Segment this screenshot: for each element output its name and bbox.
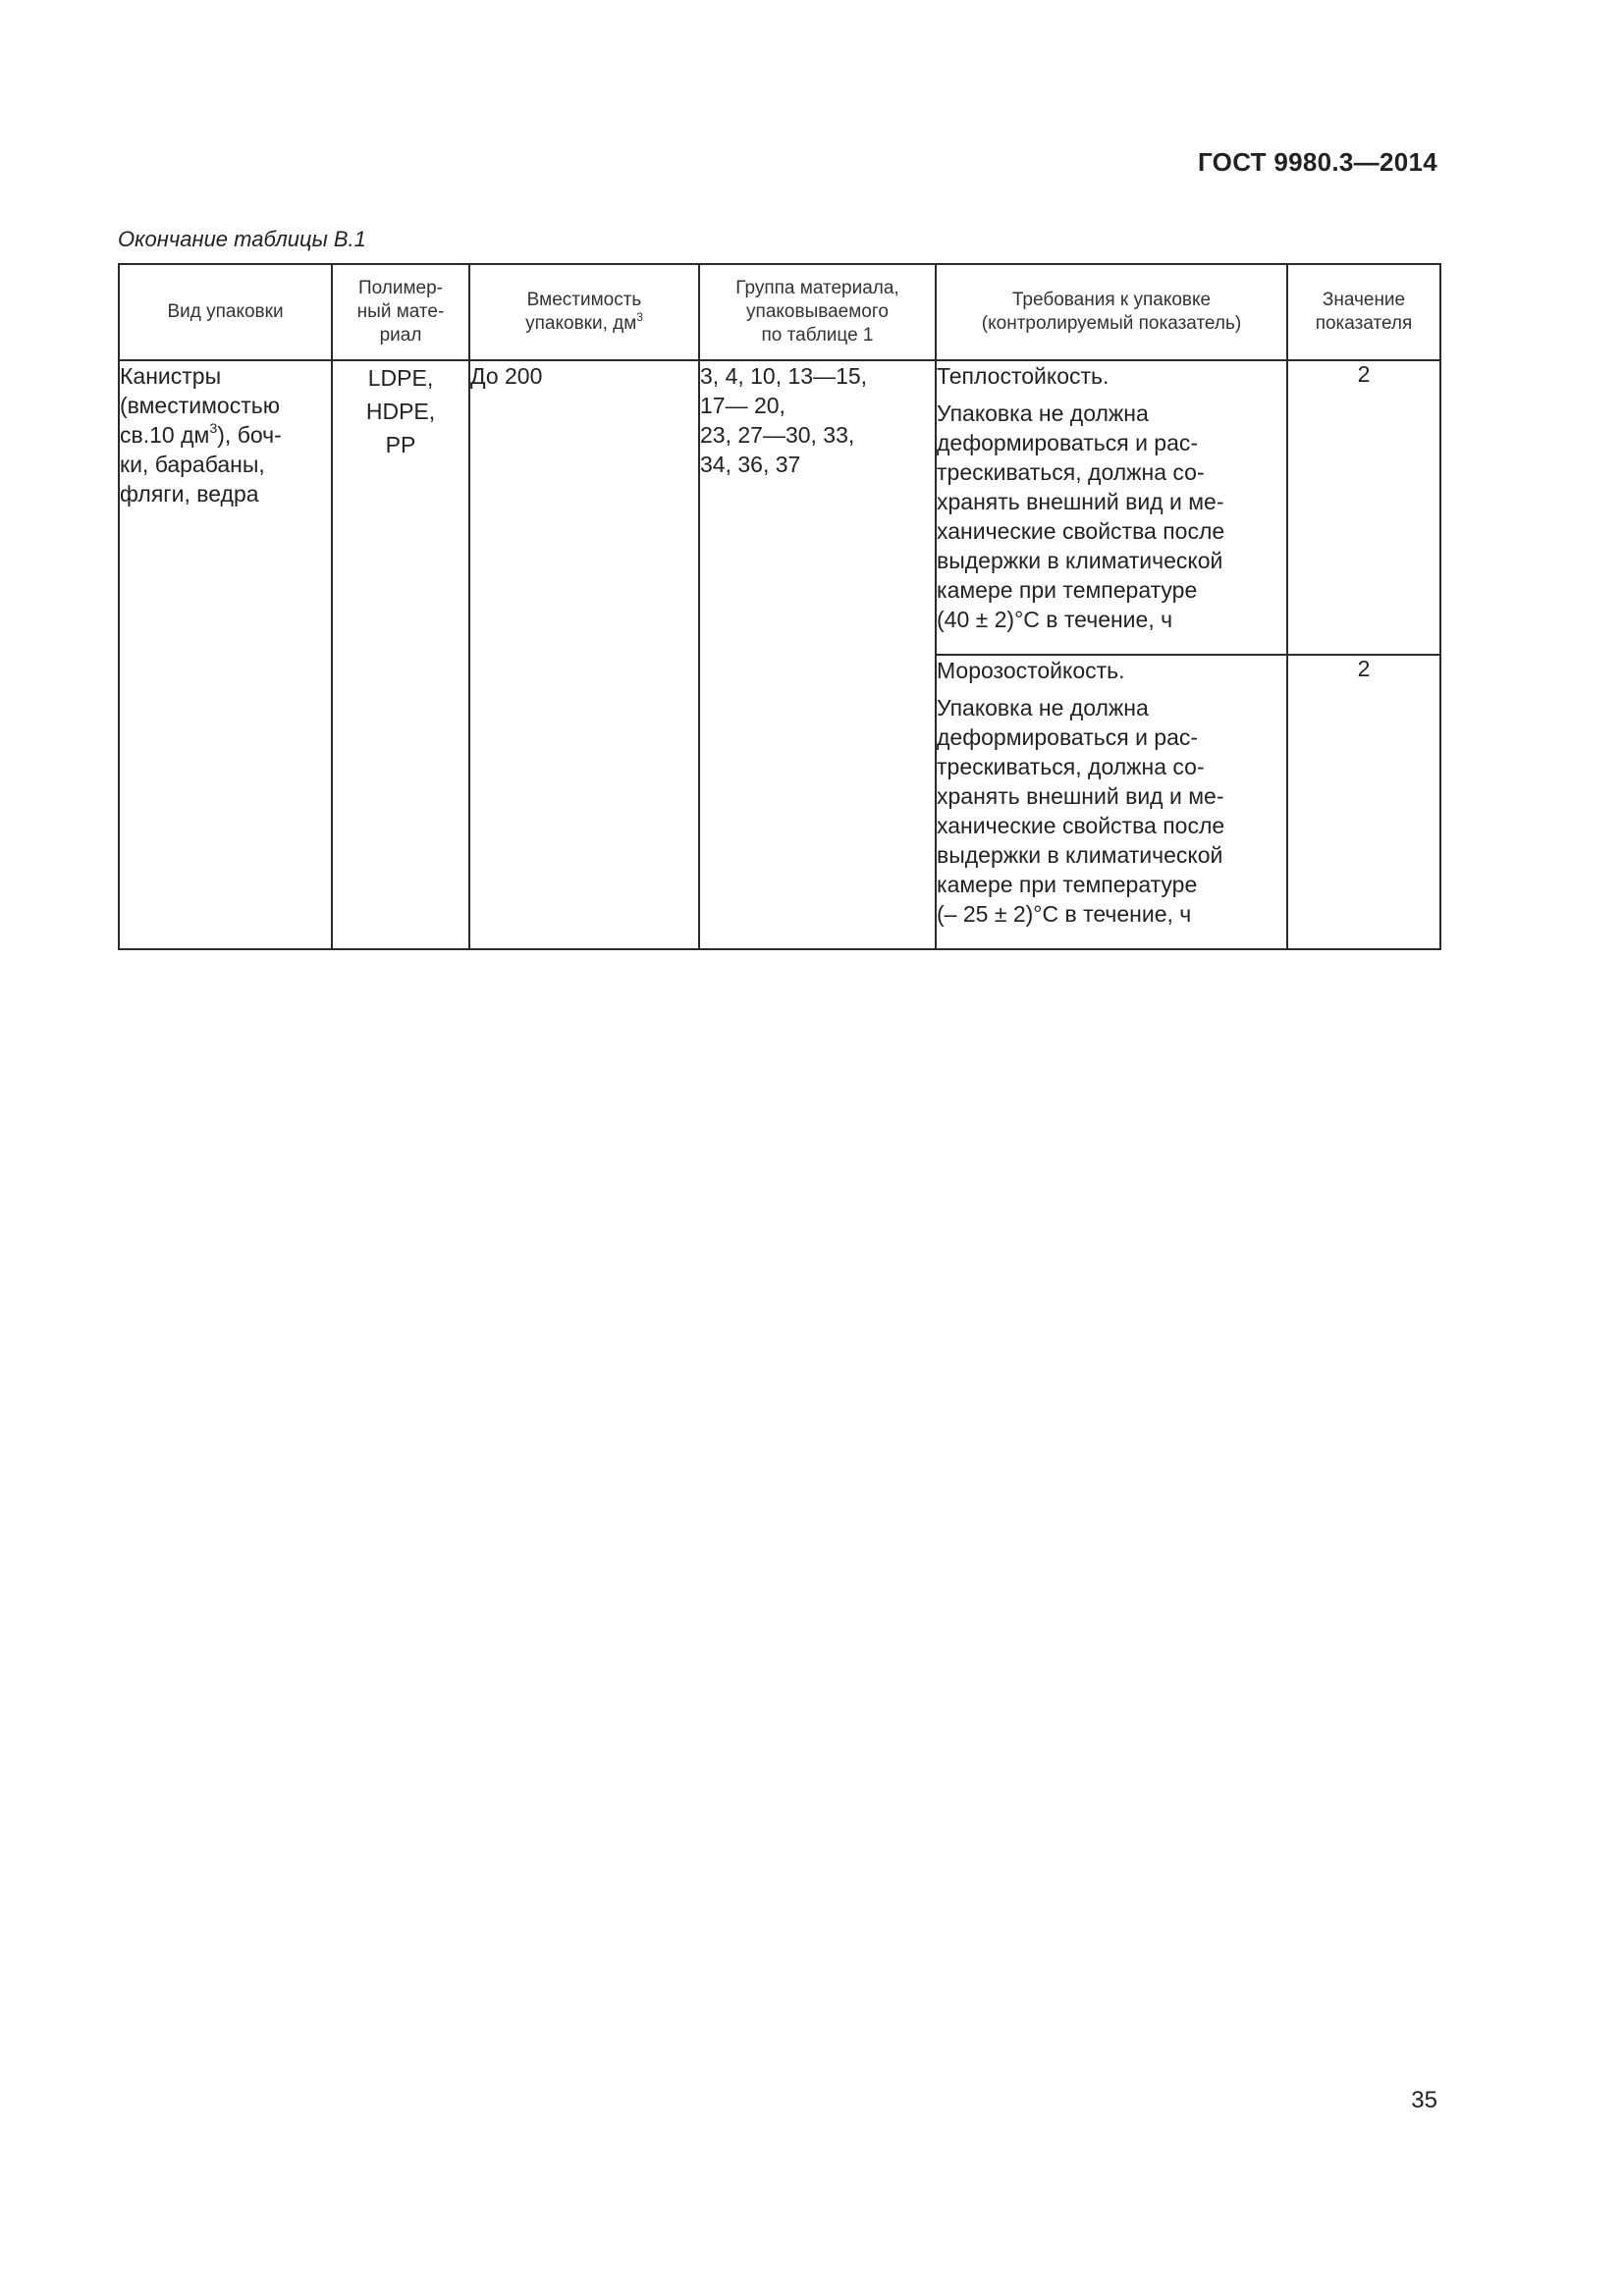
requirement-frost-title: Морозостойкость. <box>937 658 1125 683</box>
header-value-line2: показателя <box>1315 313 1413 334</box>
header-packaging-type <box>119 264 332 360</box>
header-polymer-line3: риал <box>379 325 422 346</box>
header-packaging-type-label: Вид упаковки <box>167 301 284 322</box>
cell-requirement-frost <box>936 655 1287 949</box>
capacity-value: До 200 <box>470 363 543 389</box>
requirement-heat-title: Теплостойкость. <box>937 363 1110 389</box>
header-capacity <box>469 264 699 360</box>
requirement-heat-text: Упаковка не должна деформироваться и рас- трескиваться, должна со- хранять внешний вид и ме- ханические свойства после выдержки в климатической камере при температуре (40 ± 2)°С в течение, ч <box>937 400 1225 632</box>
group-line2: 17— 20, <box>700 393 785 418</box>
table-row <box>119 360 1440 655</box>
header-polymer-line1: Полимер- <box>357 278 444 298</box>
table-header-row <box>119 264 1440 360</box>
packaging-type-line2: (вместимостью <box>120 393 280 418</box>
header-capacity-superscript: 3 <box>636 310 643 324</box>
requirement-frost-text: Упаковка не должна деформироваться и рас- трескиваться, должна со- хранять внешний вид и ме- ханические свойства после выдержки в климатической камере при температуре (– 25 ± 2)°С в течение, ч <box>937 695 1225 927</box>
header-material-group <box>699 264 936 360</box>
cell-material-group <box>699 360 936 949</box>
material-hdpe: HDPE, <box>365 399 436 424</box>
group-line3: 23, 27—30, 33, <box>700 422 855 448</box>
packaging-type-line4: ки, барабаны, <box>120 452 265 477</box>
packaging-type-line5: фляги, ведра <box>120 481 259 507</box>
cell-capacity <box>469 360 699 949</box>
material-ldpe: LDPE, <box>367 365 434 391</box>
header-value-line1: Значение <box>1322 290 1406 310</box>
cell-value-frost <box>1287 655 1440 949</box>
packaging-type-line3a: св.10 дм <box>120 422 210 448</box>
group-line4: 34, 36, 37 <box>700 452 801 477</box>
header-group-line1: Группа материала, <box>735 278 899 298</box>
requirements-table <box>118 263 1441 950</box>
header-value <box>1287 264 1440 360</box>
cell-polymer-material <box>332 360 469 949</box>
page-number: 35 <box>1411 2087 1437 2113</box>
cell-requirement-heat <box>936 360 1287 655</box>
header-group-line2: упаковываемого <box>746 301 889 322</box>
cell-value-heat <box>1287 360 1440 655</box>
header-capacity-line2: упаковки, дм <box>525 313 637 334</box>
header-requirements <box>936 264 1287 360</box>
header-polymer-material <box>332 264 469 360</box>
header-capacity-line1: Вместимость <box>526 290 642 310</box>
material-pp: PP <box>385 432 416 457</box>
header-requirements-line1: Требования к упаковке <box>1011 290 1212 310</box>
value-heat: 2 <box>1357 361 1371 387</box>
document-code: ГОСТ 9980.3—2014 <box>1197 147 1437 177</box>
packaging-type-line3b: ), боч- <box>217 422 282 448</box>
packaging-type-superscript: 3 <box>209 420 218 437</box>
header-polymer-line2: ный мате- <box>356 301 445 322</box>
table-caption: Окончание таблицы В.1 <box>118 227 366 251</box>
value-frost: 2 <box>1357 656 1371 681</box>
group-line1: 3, 4, 10, 13—15, <box>700 363 868 389</box>
header-requirements-line2: (контролируемый показатель) <box>981 313 1242 334</box>
header-group-line3: по таблице 1 <box>761 325 874 346</box>
packaging-type-line1: Канистры <box>120 363 222 389</box>
cell-packaging-type <box>119 360 332 949</box>
